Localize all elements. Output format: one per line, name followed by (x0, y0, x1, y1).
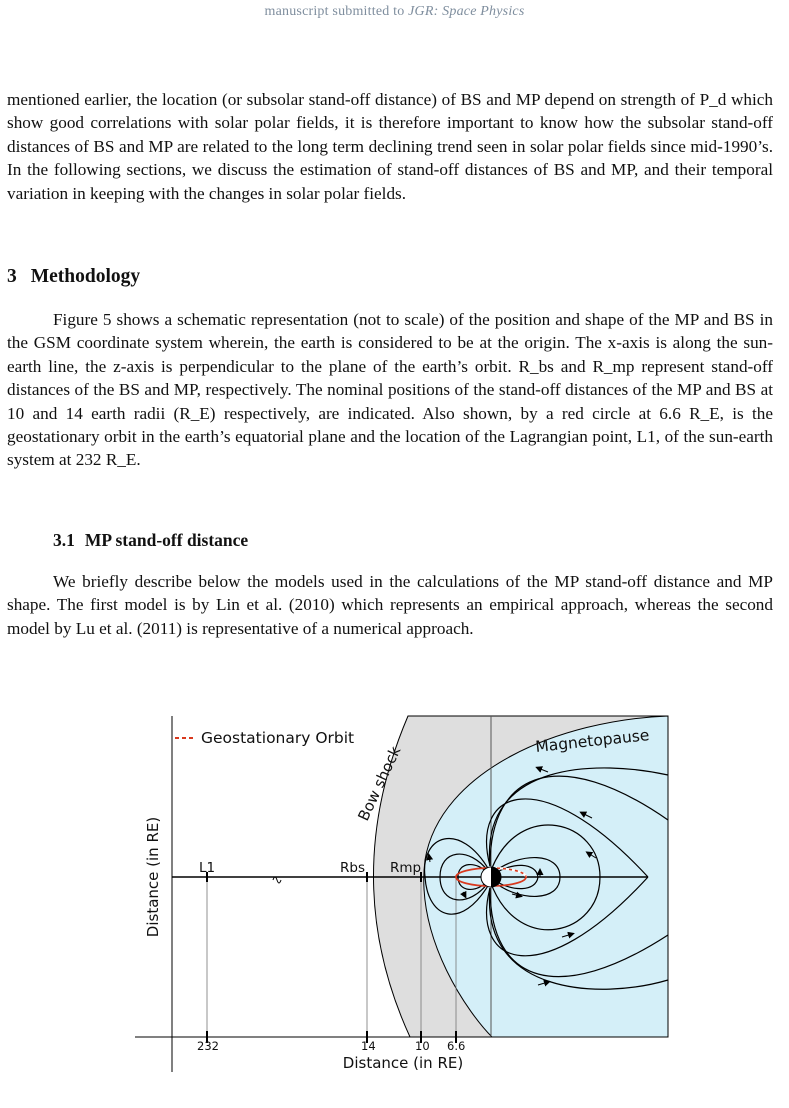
rmp-label: Rmp (390, 860, 422, 876)
tick-label-14: 14 (361, 1039, 376, 1053)
running-header (0, 4, 789, 20)
l1-label: L1 (199, 860, 216, 876)
tick-label-232: 232 (197, 1039, 219, 1053)
tick-label-6-6: 6.6 (447, 1039, 466, 1053)
subsection-heading (53, 530, 248, 551)
section-heading (7, 266, 140, 288)
magnetosphere-schematic (135, 713, 675, 1088)
rbs-label: Rbs (340, 860, 365, 876)
intro-text: mentioned earlier, the location (or subsolar stand-off distance) of BS and MP depend on strength of P_d which show good correlations with solar polar fields, it is therefore important to know how the subsolar stand-off distances of BS and MP are related to the long term declining trend seen in solar polar fields since mid-1990’s. In the following sections, we discuss the estimation of stand-off distances of BS and MP, and their temporal variation in keeping with the changes in solar polar fields. (7, 90, 773, 203)
legend-label: Geostationary Orbit (201, 729, 355, 747)
bow-shock-label: Bow shock (354, 743, 405, 824)
subsection-number: 3.1 (53, 530, 75, 550)
header-prefix: manuscript submitted to (264, 4, 409, 19)
section-title: Methodology (30, 266, 141, 287)
methodology-paragraph (7, 308, 773, 472)
y-axis-label: Distance (in RE) (144, 816, 162, 938)
axis-break-icon (273, 877, 281, 883)
x-axis-label: Distance (in RE) (342, 1054, 464, 1072)
methodology-text: Figure 5 shows a schematic representation (not to scale) of the position and shape of the MP and BS in the GSM coordinate system wherein, the earth is considered to be at the origin. The x-axis is along the sun-earth line, the z-axis is perpendicular to the plane of the earth’s orbit. R_bs and R_mp represent stand-off distances of the BS and MP, respectively. The nominal positions of the stand-off distances of the MP and BS at 10 and 14 earth radii (R_E) respectively, are indicated. Also shown, by a red circle at 6.6 R_E, is the geostationary orbit in the earth’s equatorial plane and the location of the Lagrangian point, L1, of the sun-earth system at 232 R_E. (7, 310, 773, 470)
subsection-title: MP stand-off distance (84, 530, 249, 550)
tick-label-10: 10 (415, 1039, 430, 1053)
subsection-paragraph (7, 570, 773, 640)
section-number: 3 (7, 266, 17, 287)
magnetopause-label: Magnetopause (534, 726, 651, 756)
intro-paragraph (7, 88, 773, 205)
subsection-text: We briefly describe below the models used in the calculations of the MP stand-off distance and MP shape. The first model is by Lin et al. (2010) which represents an empirical approach, whereas the second model by Lu et al. (2011) is representative of a numerical approach. (7, 572, 773, 638)
header-journal: JGR: Space Physics (408, 4, 525, 19)
